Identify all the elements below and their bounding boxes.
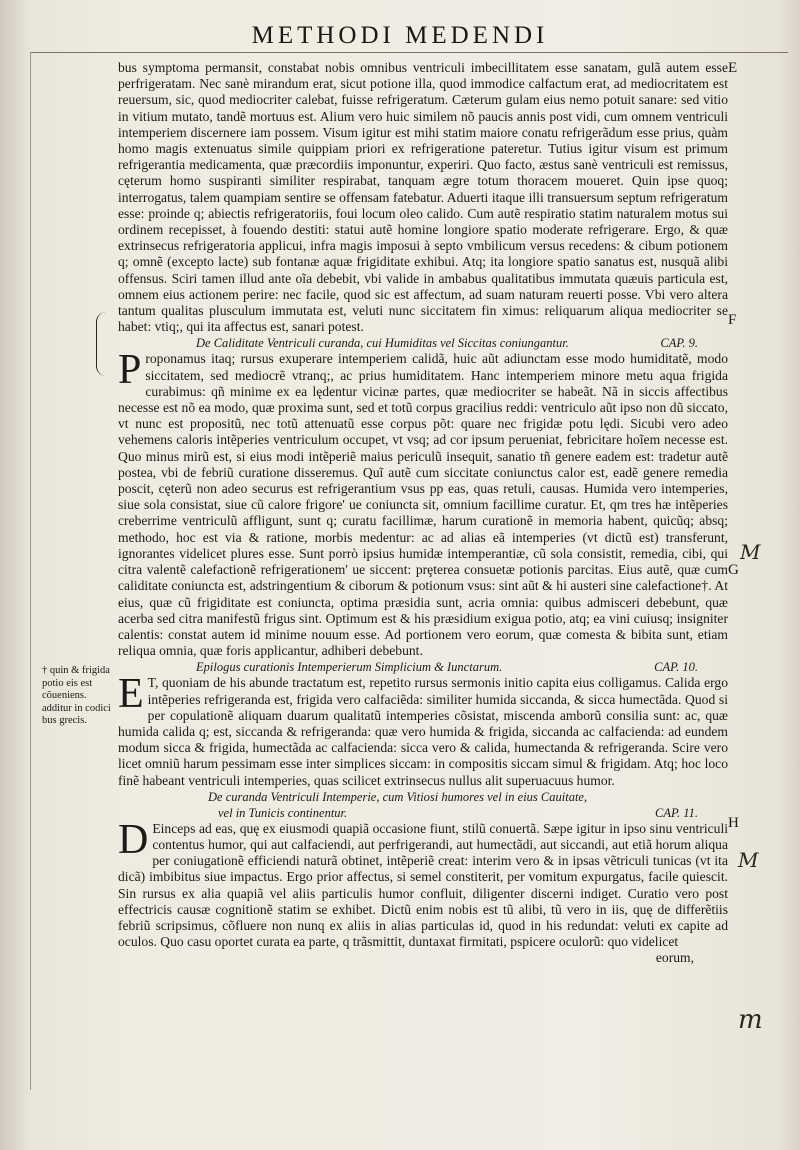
dropcap-d: D <box>118 816 149 863</box>
margin-letter-h: H <box>728 815 739 831</box>
chapter-10-paragraph <box>118 671 728 788</box>
chapter-11-title-row-1 <box>208 789 728 805</box>
chapter-9-paragraph <box>118 347 728 659</box>
bleed-through-text <box>0 60 30 360</box>
main-text-block <box>118 60 728 967</box>
handwritten-mark-1: M <box>740 540 761 564</box>
margin-letter-f: F <box>728 312 737 328</box>
chapter-11-title-2: vel in Tunicis continentur. <box>218 805 348 820</box>
catchword: eorum, <box>655 950 694 966</box>
chapter-11-title-row-2 <box>208 805 728 821</box>
chapter-10-title: Epilogus curationis Intemperierum Simplicium & Iunctarum. <box>196 660 503 675</box>
chapter-10-number: CAP. 10. <box>654 660 698 675</box>
chapter-11-title-1: De curanda Ventriculi Intemperie, cum Vitiosi humores vel in eius Cauitate, <box>208 789 588 804</box>
chapter-10-heading <box>118 659 728 675</box>
chapter-10-text: T, quoniam de his abunde tractatum est, repetito rursus sermonis initio capita eius colligamus. Calida ergo intẽperies refrigeranda est, frigida vero calfaciẽda: similiter humida siccanda, & sicca humectãda. Quod si per copulationẽ aliquam duarum qualitatũ intemperies cõsistat, miscenda amborũ consilia sunt: ac, quæ humida calida q; est, siccanda & refrigeranda: quæ vero humida & frigida, siccanda ac calfacienda: ad eundem modum sicca & frigida, humectãda ac calfacienda: sicca vero & calida, humectanda & refrigeranda. Scire vero licet omniũ harum pessimam esse inter simplices siccam: in compositis siccam simul & frigidam. Atq; hoc loco finẽ habeant ventriculi intemperies, quas scilicet extrinsecus nullus alit superuacuus humor. <box>118 675 728 788</box>
dropcap-e: E <box>118 671 144 718</box>
chapter-9-heading <box>118 335 728 351</box>
margin-rule <box>30 52 31 1090</box>
chapter-11-heading <box>118 789 728 821</box>
margin-annotation: † quin & frigida potio eis est cõueniens. additur in codici bus grecis. <box>42 665 111 726</box>
handwritten-mark-3: m <box>738 1005 763 1035</box>
chapter-11-text: Einceps ad eas, quę ex eiusmodi quapiã occasione fiunt, stilũ conuertã. Sæpe igitur in ipso sinu ventriculi contentus humor, qui aut calfaciendi, aut perfrigerandi, aut humectãdi, aut siccandi, aut etiã horum aliqua per coniugationẽ efficiendi naturã obtinet, intẽperiẽ creat: interim vero & in ipsas vẽtriculi tunicas (vt ita dicã) imbibitus siue impactus. Ergo prior affectus, si semel constiterit, per vomitum expurgatus, facile quiescit. Sin rursus ex alia quapiã vel aliis particulis humor confluit, diligenter discerni indiget. Curatio vero post effectricis causæ cognitionẽ statim se exhibet. Dictũ enim nobis est tũ alibi, tũ vero in iis, quę de differẽtiis febriũ scripsimus, cõfluere non nunq ex aliis in alias particulas id, quod in his redundat: veluti ex capite ad oculos. Quo casu oportet curata ea parte, q trãsmittit, duntaxat firmitati, pspicere oculorũ: quo videlicet <box>118 820 728 950</box>
running-head: METHODI MEDENDI <box>251 22 549 49</box>
chapter-11-paragraph <box>118 816 728 951</box>
header-rule <box>30 52 788 53</box>
intro-paragraph: bus symptoma permansit, constabat nobis omnibus ventriculi imbecillitatem esse sanatam, gulã autem esse perfrigeratam. Nec sanè mirandum erat, sicut potione illa, quod immodice calfactum erat, ad mediocritatem est reuersum, sic, quod mediocriter calebat, fuisse refrigeratum. Cæterum gulam eius nemo potuit sanare: sed vitio in vitium mutato, tandẽ mortuus est. Alium vero huic similem nõ paucis annis post vidi, cum omnem ventriculi intemperiem discernere iam possem. Visum igitur est mihi statim maiore conatu refrigerãdum esse prius, quàm homo magis extenuatus simile quippiam priori ex refrigeratione pateretur. Tutius igitur visum est primum refrigerantia medicamenta, quæ præcordiis imponuntur, experiri. Quo facto, æstus sanè ventriculi est remissus, cęterum homo suspiranti similiter respirabat, tanquam ægre totum thoracem moueret. Quin ipse quoq; interrogatus, talem quampiam sentire se offensam fatebatur. Aduerti itaque illi transuersum septum refrigeratum esse: proinde q; abiectis refrigeratoriis, foui locum oleo calido. Cum autẽ respiratio statim naturalem motus sui ordinem recepisset, à fouendo destiti: statui autẽ homine longiore spatio moderate refrigerare. Ergo, & quæ extrinsecus refrigeratoria applicui, infra magis imposui à septo vmbilicum versus recedens: & cibum potionem q; omnẽ (excepto lacte) sub fontanæ aquæ frigiditate exhibui. Atq; ita longiore spatio sanatus est, nusquã alibi offensus. Sciri tamen illud ante oĩa debebit, vbi valide in ambabus qualitatibus immutata quæuis particula est, omnem eius actionem perire: nec facile, quod sic est affectum, ad suam naturam reuerti posse. Vbi vero altera tantum qualitas plusculum immutata est, veluti nunc siccitatem fin ximus: reliquarum aliqua mediocriter se habet: vtiq;, qui ita affectus est, sanari potest. <box>118 60 728 335</box>
dropcap-p: P <box>118 347 142 394</box>
handwritten-mark-2: M <box>738 848 759 872</box>
chapter-9-text: roponamus itaq; rursus exuperare intemperiem calidã, huic aũt adiunctam esse modo humiditatẽ, modo siccitatem, sed mediocrẽ vtranq;, ac prius humiditatem. Hanc intemperiem minore metu aqua frigida curabimus: qñ minime ex ea lędentur vicinæ partes, quæ mediocriter se habeãt. Nã in siccis affectibus necesse est nõ ea modo, quæ proxima sunt, sed et totũ corpus gracilius reddi: ventriculo aũt ipso non dũ siccato, vt nunc est propositũ, nec totũ attenuatũ esse corpus põt: quare nec frigidæ potu lędi. Sicubi vero adeo vehemens caloris intẽperies ventriculum occupet, vt vsq; ad cor ipsum perueniat, febricitare hoĩem necesse est. Quo minus mirũ est, si eius modi intẽperiẽ maius periculũ insequit, sanatio tñ genere eadem est: tradetur autẽ postea, vbi de febriũ curatione disseremus. Quĩ autẽ cum siccitate coniunctus calor est, eadẽ genere remedia poscit, cęterũ non adeo securus est refrigerantium vsus pp eas, quas retuli, causas. Humida vero intemperies, siue sola consistat, siue cũ calore frigore' ue coniuncta sit, omnium facillime curatur. Et, qm tres hæ intẽperies creberrime ventriculũ affligunt, sunt q; curatu facillimæ, harum curationẽ in memoria habent, quicũq; absq; methodo, hoc est via & ratione, morbis medentur: ac ad alias eã intemperies (vt dictũ est) transferunt, ignorantes videlicet plures esse. Sunt porrò ipsius humidæ intemperantiæ, cũ sola consistit, remedia, cibi, qui citra valentẽ calefactionẽ refrigerationem' ue siccent: prȩterea consuetæ potionis parcitas. Eius autẽ, quæ cum caliditate coniuncta est, adstringentium & ciborum & potionum vsus: sint aũt & hi austeri sine calefactione†. At eius, quæ cũ frigiditate est coniuncta, optima præsidia sunt, acria omnia: quibus admisceri debebunt, quæ acerba sed citra manifestũ frigus sint. Optimum est & his præsidium exigua potio, atq; ea vini cuiusq; insigniter calentis: constat autem id minime nouum esse. Ad portionem vero eorum, quæ comesta & bibita sunt, etiam reliqua omnia, quæ foris applicantur, adhiberi debebunt. <box>118 351 728 659</box>
margin-letter-e: E <box>728 60 738 76</box>
margin-letter-g: G <box>728 562 739 578</box>
chapter-11-number: CAP. 11. <box>655 805 698 820</box>
chapter-9-number: CAP. 9. <box>660 336 698 351</box>
chapter-9-title: De Caliditate Ventriculi curanda, cui Humiditas vel Siccitas coniungantur. <box>196 336 569 351</box>
handwritten-bracket <box>96 312 111 376</box>
